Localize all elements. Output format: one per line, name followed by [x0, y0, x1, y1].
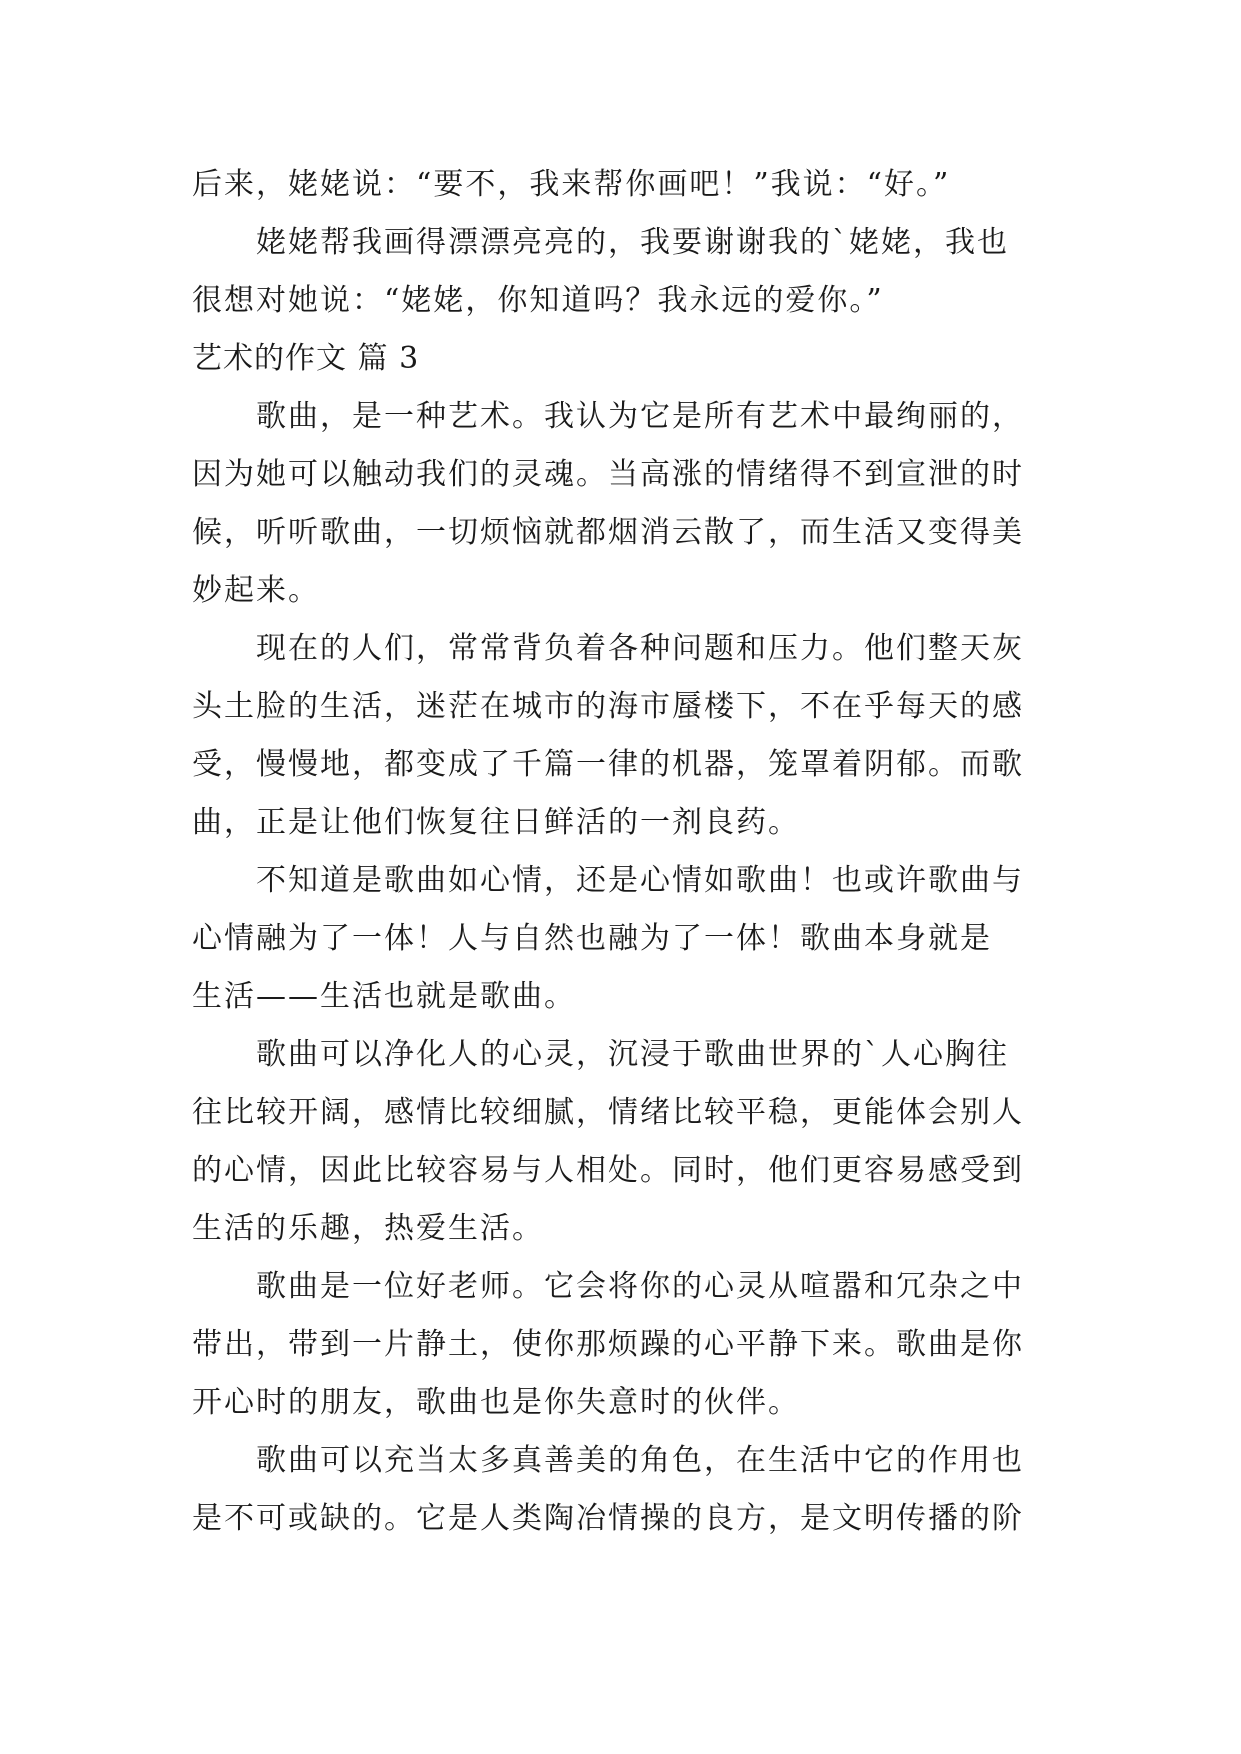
text-line: 候，听听歌曲，一切烦恼就都烟消云散了，而生活又变得美 — [192, 515, 1024, 550]
text-line: 心情融为了一体！人与自然也融为了一体！歌曲本身就是 — [192, 921, 992, 956]
text-line: 不知道是歌曲如心情，还是心情如歌曲！也或许歌曲与 — [192, 863, 1024, 898]
text-line: 受，慢慢地，都变成了千篇一律的机器，笼罩着阴郁。而歌 — [192, 747, 1024, 782]
text-line: 歌曲是一位好老师。它会将你的心灵从喧嚣和冗杂之中 — [192, 1269, 1024, 1304]
text-line: 后来，姥姥说：“要不，我来帮你画吧！”我说：“好。” — [192, 167, 951, 202]
text-line: 的心情，因此比较容易与人相处。同时，他们更容易感受到 — [192, 1153, 1024, 1188]
text-line: 现在的人们，常常背负着各种问题和压力。他们整天灰 — [192, 631, 1024, 666]
text-line: 姥姥帮我画得漂漂亮亮的，我要谢谢我的`姥姥，我也 — [192, 225, 1009, 260]
text-line: 歌曲可以充当太多真善美的角色，在生活中它的作用也 — [192, 1443, 1024, 1478]
text-line: 歌曲，是一种艺术。我认为它是所有艺术中最绚丽的， — [192, 399, 1024, 434]
text-line: 很想对她说：“姥姥，你知道吗？我永远的爱你。” — [192, 283, 884, 318]
text-line: 妙起来。 — [192, 573, 320, 608]
document-body — [192, 156, 1062, 1548]
text-line: 带出，带到一片静土，使你那烦躁的心平静下来。歌曲是你 — [192, 1327, 1024, 1362]
text-line: 开心时的朋友，歌曲也是你失意时的伙伴。 — [192, 1385, 800, 1420]
text-line: 曲，正是让他们恢复往日鲜活的一剂良药。 — [192, 805, 800, 840]
text-line: 因为她可以触动我们的灵魂。当高涨的情绪得不到宣泄的时 — [192, 457, 1024, 492]
text-line: 是不可或缺的。它是人类陶冶情操的良方，是文明传播的阶 — [192, 1501, 1024, 1536]
text-line: 生活的乐趣，热爱生活。 — [192, 1211, 544, 1246]
text-line: 往比较开阔，感情比较细腻，情绪比较平稳，更能体会别人 — [192, 1095, 1024, 1130]
text-line: 歌曲可以净化人的心灵，沉浸于歌曲世界的`人心胸往 — [192, 1037, 1009, 1072]
text-line: 头土脸的生活，迷茫在城市的海市蜃楼下，不在乎每天的感 — [192, 689, 1024, 724]
section-title: 艺术的作文 篇 3 — [192, 341, 420, 376]
text-line: 生活——生活也就是歌曲。 — [192, 979, 576, 1014]
